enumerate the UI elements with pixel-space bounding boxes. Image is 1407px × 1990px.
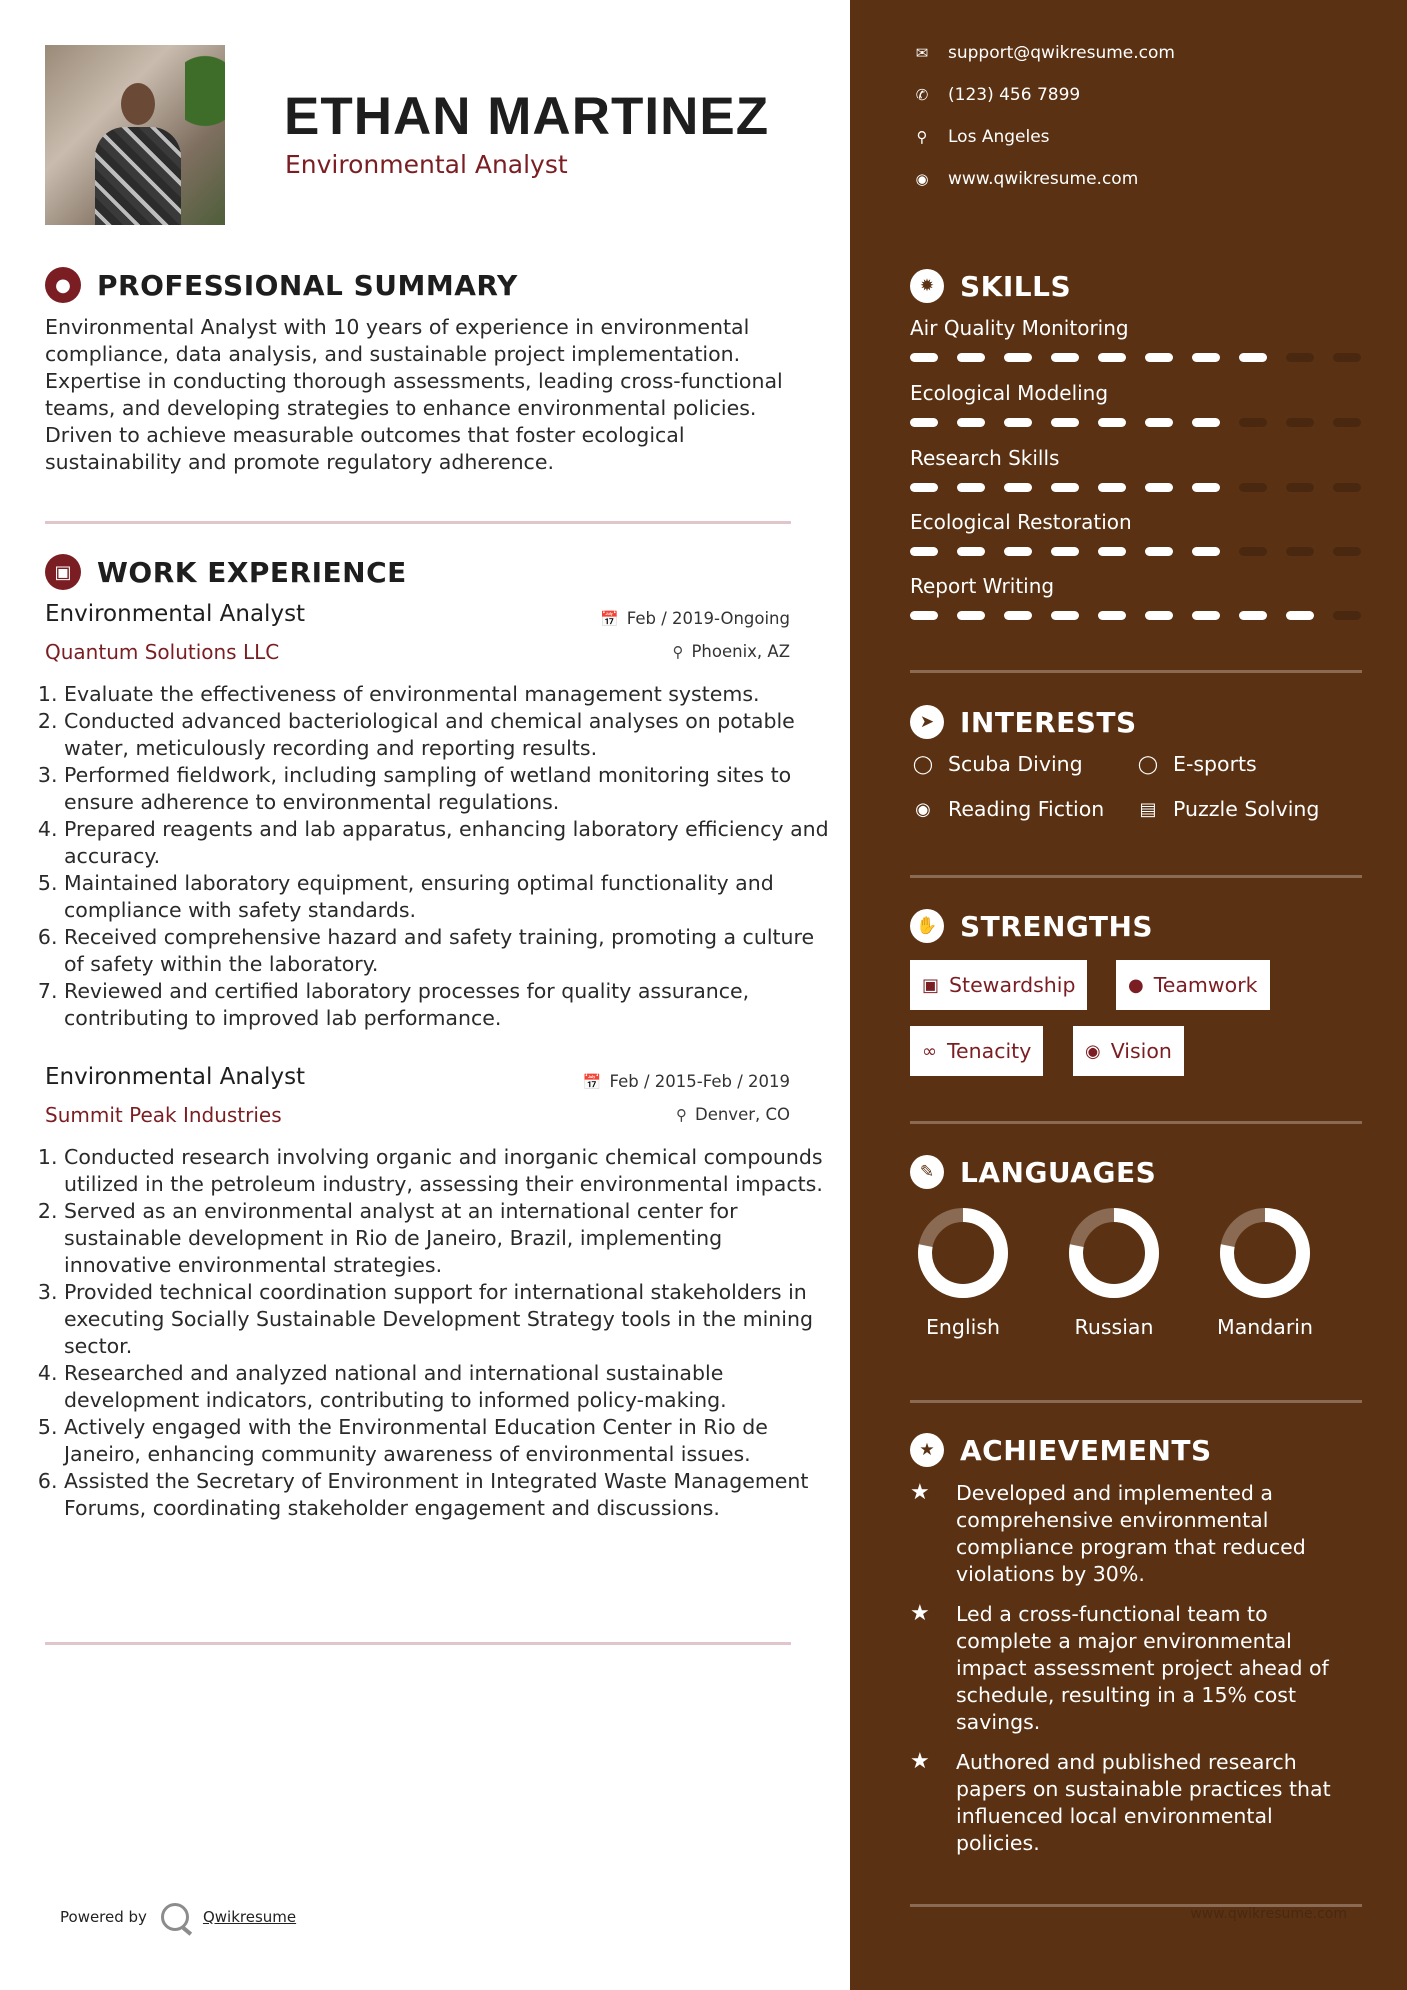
skill-segment	[957, 483, 985, 492]
skill-segment	[1286, 547, 1314, 556]
interest-item: ◯ Scuba Diving	[910, 752, 1083, 776]
list-item: 4. Researched and analyzed national and international sustainable development indicators, contributing to informed policy-making.	[64, 1360, 834, 1414]
interests-header: ➤ INTERESTS	[910, 705, 1137, 739]
experience-header	[45, 554, 407, 590]
skill-name: Report Writing	[910, 574, 1055, 598]
binoculars-icon: ◉	[1085, 1040, 1101, 1062]
job-duties-list	[40, 1144, 834, 1522]
skill-segment	[1051, 353, 1079, 362]
powered-by: Powered by Qwikresume	[60, 1903, 296, 1931]
life-ring-icon: ◯	[912, 753, 934, 775]
skill-segment	[910, 353, 938, 362]
skills-header: ✹ SKILLS	[910, 269, 1071, 303]
skill-name: Ecological Restoration	[910, 510, 1132, 534]
contact-location: ⚲ Los Angeles	[910, 127, 1050, 147]
skill-segment	[1286, 483, 1314, 492]
skill-segment	[957, 353, 985, 362]
skill-segment	[957, 547, 985, 556]
interest-item: ▤ Puzzle Solving	[1135, 797, 1319, 821]
job-dates: 📅 Feb / 2019-Ongoing	[600, 609, 790, 628]
list-item: 3. Performed fieldwork, including sampling of wetland monitoring sites to ensure adherence to environmental regulations.	[64, 762, 834, 816]
phone-icon: ✆	[915, 86, 929, 104]
list-item: 4. Prepared reagents and lab apparatus, enhancing laboratory efficiency and accuracy.	[64, 816, 834, 870]
language-item	[1039, 1205, 1189, 1339]
skill-segment	[1145, 547, 1173, 556]
achievement-item: ★ Developed and implemented a comprehensive environmental compliance program that reduced violations by 30%.	[910, 1480, 1306, 1586]
job-title: Environmental Analyst	[45, 1064, 306, 1090]
language-donut	[1217, 1205, 1313, 1301]
skill-segment	[1145, 418, 1173, 427]
skill-meter	[910, 547, 1361, 556]
sidebar	[850, 0, 1407, 1990]
star-icon: ★	[910, 1480, 930, 1505]
skill-segment	[957, 611, 985, 620]
job-company: Quantum Solutions LLC	[45, 640, 280, 664]
language-name: Russian	[1074, 1315, 1154, 1339]
interest-item: ◯ E-sports	[1135, 752, 1257, 776]
language-icon: ✎	[910, 1155, 944, 1189]
link-icon: ∞	[922, 1040, 937, 1062]
lightbulb-icon: ✹	[910, 269, 944, 303]
envelope-icon: ✉	[915, 44, 929, 62]
skill-segment	[1239, 611, 1267, 620]
languages-header: ✎ LANGUAGES	[910, 1155, 1156, 1189]
skill-name: Research Skills	[910, 446, 1060, 470]
achievement-item: ★ Led a cross-functional team to complete a major environmental impact assessment project ahead of schedule, resulting in a 15% cost savings.	[910, 1601, 1329, 1734]
section-divider	[910, 875, 1362, 878]
skill-segment	[1192, 353, 1220, 362]
user-icon: ●	[45, 267, 81, 303]
job-duties-list	[40, 681, 834, 1032]
globe-icon: ◉	[915, 170, 929, 188]
calendar-icon: 📅	[600, 609, 619, 628]
skill-name: Ecological Modeling	[910, 381, 1109, 405]
skill-segment	[1051, 418, 1079, 427]
strengths-header: ✋ STRENGTHS	[910, 909, 1153, 943]
list-item: 5. Maintained laboratory equipment, ensuring optimal functionality and compliance with safety standards.	[64, 870, 834, 924]
contact-phone[interactable]: ✆ (123) 456 7899	[910, 85, 1080, 105]
job-title: Environmental Analyst	[45, 601, 306, 627]
summary-text: Environmental Analyst with 10 years of experience in environmental compliance, data analysis, and sustainable project implementation. Expertise in conducting thorough assessments, leading cross-functional teams, and developing strategies to enhance environmental policies. Driven to achieve measurable outcomes that foster ecological sustainability and promote regulatory adherence.	[45, 315, 783, 474]
list-item: 3. Provided technical coordination support for international stakeholders in executing Socially Sustainable Development Strategy tools in the mining sector.	[64, 1279, 834, 1360]
job-dates: 📅 Feb / 2015-Feb / 2019	[582, 1072, 790, 1091]
list-item: 6. Received comprehensive hazard and safety training, promoting a culture of safety within the laboratory.	[64, 924, 834, 978]
skill-segment	[1239, 418, 1267, 427]
skill-segment	[1098, 418, 1126, 427]
skill-segment	[1051, 611, 1079, 620]
skill-name: Air Quality Monitoring	[910, 316, 1129, 340]
skill-segment	[1098, 611, 1126, 620]
skill-segment	[1098, 547, 1126, 556]
skill-segment	[1004, 353, 1032, 362]
skill-segment	[1239, 353, 1267, 362]
section-divider	[910, 1121, 1362, 1124]
gamepad-icon: ◉	[915, 798, 931, 820]
job-location: ⚲ Phoenix, AZ	[672, 642, 790, 661]
skill-segment	[910, 418, 938, 427]
experience-title: WORK EXPERIENCE	[97, 555, 407, 589]
skill-segment	[1098, 483, 1126, 492]
skill-segment	[1286, 418, 1314, 427]
skill-segment	[1145, 353, 1173, 362]
skill-segment	[1239, 547, 1267, 556]
skill-segment	[1145, 611, 1173, 620]
skill-segment	[1192, 547, 1220, 556]
contact-website[interactable]: ◉ www.qwikresume.com	[910, 169, 1138, 189]
watermark: www.qwikresume.com	[1190, 1906, 1347, 1922]
skill-segment	[1333, 547, 1361, 556]
skill-segment	[910, 611, 938, 620]
interest-item: ◉ Reading Fiction	[910, 797, 1104, 821]
list-item: 6. Assisted the Secretary of Environment in Integrated Waste Management Forums, coordinating stakeholder engagement and discussions.	[64, 1468, 834, 1522]
job-company: Summit Peak Industries	[45, 1103, 282, 1127]
candidate-role: Environmental Analyst	[285, 150, 568, 179]
skill-segment	[1333, 353, 1361, 362]
section-divider	[45, 1642, 791, 1645]
skill-meter	[910, 483, 1361, 492]
skill-segment	[1333, 483, 1361, 492]
life-ring-icon: ◯	[1137, 753, 1159, 775]
skill-segment	[1051, 483, 1079, 492]
language-item	[1190, 1205, 1340, 1339]
section-divider	[910, 1400, 1362, 1403]
skill-meter	[910, 611, 1361, 620]
achievements-header: ★ ACHIEVEMENTS	[910, 1433, 1212, 1467]
star-icon: ★	[910, 1749, 930, 1774]
achievement-item: ★ Authored and published research papers on sustainable practices that influenced local environmental policies.	[910, 1749, 1331, 1855]
briefcase-chair-icon: ▣	[45, 554, 81, 590]
strength-chip: ▣ Stewardship	[910, 960, 1087, 1010]
strength-chip: ∞ Tenacity	[910, 1026, 1043, 1076]
skill-meter	[910, 418, 1361, 427]
qwikresume-logo-icon	[161, 1903, 189, 1931]
section-divider	[45, 521, 791, 524]
star-badge-icon: ★	[910, 1433, 944, 1467]
strength-chip: ● Teamwork	[1116, 960, 1270, 1010]
skill-segment	[1004, 611, 1032, 620]
section-divider	[910, 670, 1362, 673]
skill-segment	[1145, 483, 1173, 492]
skill-segment	[1192, 418, 1220, 427]
skill-meter	[910, 353, 1361, 362]
skill-segment	[1004, 418, 1032, 427]
map-pin-icon: ⚲	[916, 128, 928, 146]
candidate-name: ETHAN MARTINEZ	[284, 87, 770, 146]
users-icon: ●	[1128, 974, 1144, 996]
brand-link[interactable]: Qwikresume	[202, 1908, 297, 1926]
contact-email[interactable]: ✉ support@qwikresume.com	[910, 43, 1175, 63]
skill-segment	[1004, 483, 1032, 492]
language-name: English	[925, 1315, 1001, 1339]
job-location: ⚲ Denver, CO	[675, 1105, 790, 1124]
star-icon: ★	[910, 1601, 930, 1626]
strength-chip: ◉ Vision	[1073, 1026, 1184, 1076]
list-item: 2. Served as an environmental analyst at an international center for sustainable development in Rio de Janeiro, Brazil, implementing innovative environmental strategies.	[64, 1198, 834, 1279]
language-name: Mandarin	[1217, 1315, 1313, 1339]
pin-icon: ⚲	[672, 642, 684, 661]
skill-segment	[1098, 353, 1126, 362]
skill-segment	[1286, 353, 1314, 362]
skill-segment	[910, 547, 938, 556]
list-item: 5. Actively engaged with the Environmental Education Center in Rio de Janeiro, enhancing community awareness of environmental issues.	[64, 1414, 834, 1468]
skill-segment	[957, 418, 985, 427]
paper-plane-icon: ➤	[910, 705, 944, 739]
calendar-icon: 📅	[582, 1072, 602, 1091]
summary-title: PROFESSIONAL SUMMARY	[97, 268, 518, 302]
skill-segment	[1286, 611, 1314, 620]
skill-segment	[910, 483, 938, 492]
list-item: 1. Evaluate the effectiveness of environmental management systems.	[64, 681, 834, 708]
skill-segment	[1333, 611, 1361, 620]
summary-header	[45, 267, 518, 303]
skill-segment	[1004, 547, 1032, 556]
fist-icon: ✋	[910, 909, 944, 943]
language-donut	[1066, 1205, 1162, 1301]
skill-segment	[1239, 483, 1267, 492]
list-item: 1. Conducted research involving organic and inorganic chemical compounds utilized in the petroleum industry, assessing their environmental impacts.	[64, 1144, 834, 1198]
book-icon: ▤	[1139, 798, 1157, 820]
skill-segment	[1333, 418, 1361, 427]
language-item	[888, 1205, 1038, 1339]
briefcase-icon: ▣	[922, 974, 940, 996]
language-donut	[915, 1205, 1011, 1301]
list-item: 7. Reviewed and certified laboratory processes for quality assurance, contributing to improved lab performance.	[64, 978, 834, 1032]
skill-segment	[1192, 483, 1220, 492]
skill-segment	[1051, 547, 1079, 556]
skill-segment	[1192, 611, 1220, 620]
pin-icon: ⚲	[675, 1105, 687, 1124]
list-item: 2. Conducted advanced bacteriological and chemical analyses on potable water, meticulously recording and reporting results.	[64, 708, 834, 762]
profile-photo	[45, 45, 225, 225]
